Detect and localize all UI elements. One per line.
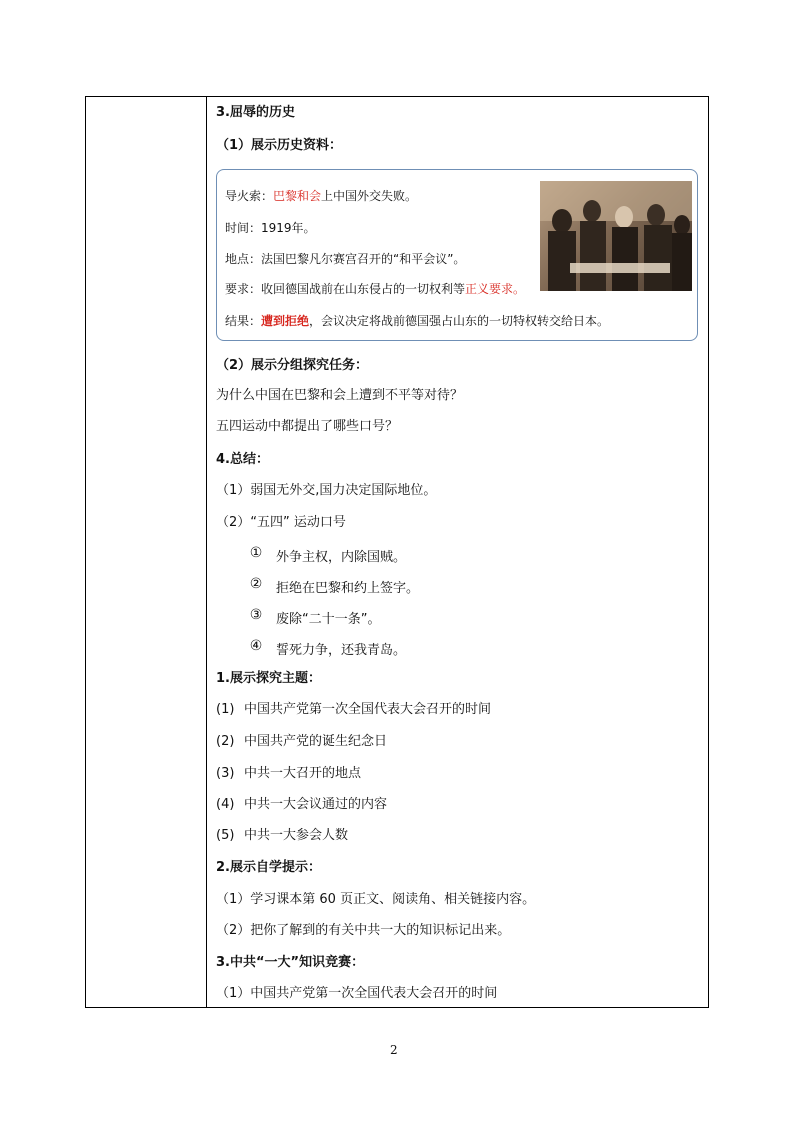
study-tips-title: 2.展示自学提示： xyxy=(216,860,321,875)
topic-number: (5) xyxy=(216,828,235,843)
topic-number: (1) xyxy=(216,702,235,717)
historical-photo-figures xyxy=(540,181,692,291)
box-row-result-text: ，会议决定将战前德国强占山东的一切特权转交给日本。 xyxy=(309,314,610,328)
topic-number: (2) xyxy=(216,734,235,749)
box-row-result-highlight: 遭到拒绝 xyxy=(261,314,310,328)
section-3-sub-1: （1）展示历史资料： xyxy=(216,138,343,153)
box-row-trigger xyxy=(225,189,417,204)
column-divider xyxy=(206,97,207,1007)
box-row-place: 地点：法国巴黎凡尔赛宫召开的“和平会议”。 xyxy=(225,252,466,266)
topic-text: 中共一大召开的地点 xyxy=(244,766,362,781)
slogan-text: 誓死力争，还我青岛。 xyxy=(276,643,407,658)
slogan-number: ③ xyxy=(249,607,263,623)
section-3-sub-2: （2）展示分组探究任务： xyxy=(216,358,369,373)
section-4-title: 4.总结： xyxy=(216,452,269,467)
question-1: 为什么中国在巴黎和会上遭到不平等对待？ xyxy=(216,388,464,403)
topic-text: 中国共产党的诞生纪念日 xyxy=(244,734,388,749)
topic-text: 中共一大参会人数 xyxy=(244,828,349,843)
historical-photo xyxy=(540,181,692,291)
slogan-number: ② xyxy=(249,576,263,592)
slogan-text: 废除“二十一条”。 xyxy=(276,612,381,627)
slogan-text: 拒绝在巴黎和约上签字。 xyxy=(276,581,420,596)
box-row-result xyxy=(225,314,609,329)
slogan-text: 外争主权，内除国贼。 xyxy=(276,550,407,565)
content-cell xyxy=(216,97,708,1007)
box-row-demand-text: 要求：收回德国战前在山东侵占的一切权利等 xyxy=(225,282,466,296)
summary-point-2: （2）“五四” 运动口号 xyxy=(216,515,346,530)
box-row-trigger-highlight: 巴黎和会 xyxy=(273,189,322,203)
summary-point-1: （1）弱国无外交,国力决定国际地位。 xyxy=(216,483,437,498)
topics-title: 1.展示探究主题： xyxy=(216,671,321,686)
slogan-number: ① xyxy=(249,545,263,561)
box-row-result-label: 结果： xyxy=(225,314,262,328)
quiz-title: 3.中共“一大”知识竞赛： xyxy=(216,955,365,970)
box-row-demand xyxy=(225,282,525,297)
page-number: 2 xyxy=(390,1043,398,1057)
slogan-number: ④ xyxy=(249,638,263,654)
box-row-demand-highlight: 正义要求。 xyxy=(465,282,526,296)
topic-text: 中共一大会议通过的内容 xyxy=(244,797,388,812)
topic-text: 中国共产党第一次全国代表大会召开的时间 xyxy=(244,702,492,717)
study-tip-2: （2）把你了解到的有关中共一大的知识标记出来。 xyxy=(216,923,511,938)
topic-number: (4) xyxy=(216,797,235,812)
box-row-trigger-label: 导火索： xyxy=(225,189,274,203)
question-2: 五四运动中都提出了哪些口号？ xyxy=(216,419,399,434)
section-3-title: 3.屈辱的历史 xyxy=(216,105,295,120)
topic-number: (3) xyxy=(216,766,235,781)
quiz-item-1: （1）中国共产党第一次全国代表大会召开的时间 xyxy=(216,986,498,1001)
lesson-table xyxy=(85,96,709,1008)
study-tip-1: （1）学习课本第 60 页正文、阅读角、相关链接内容。 xyxy=(216,892,536,907)
box-row-time: 时间：1919年。 xyxy=(225,221,316,235)
box-row-trigger-text: 上中国外交失败。 xyxy=(321,189,418,203)
history-material-box xyxy=(216,169,698,341)
